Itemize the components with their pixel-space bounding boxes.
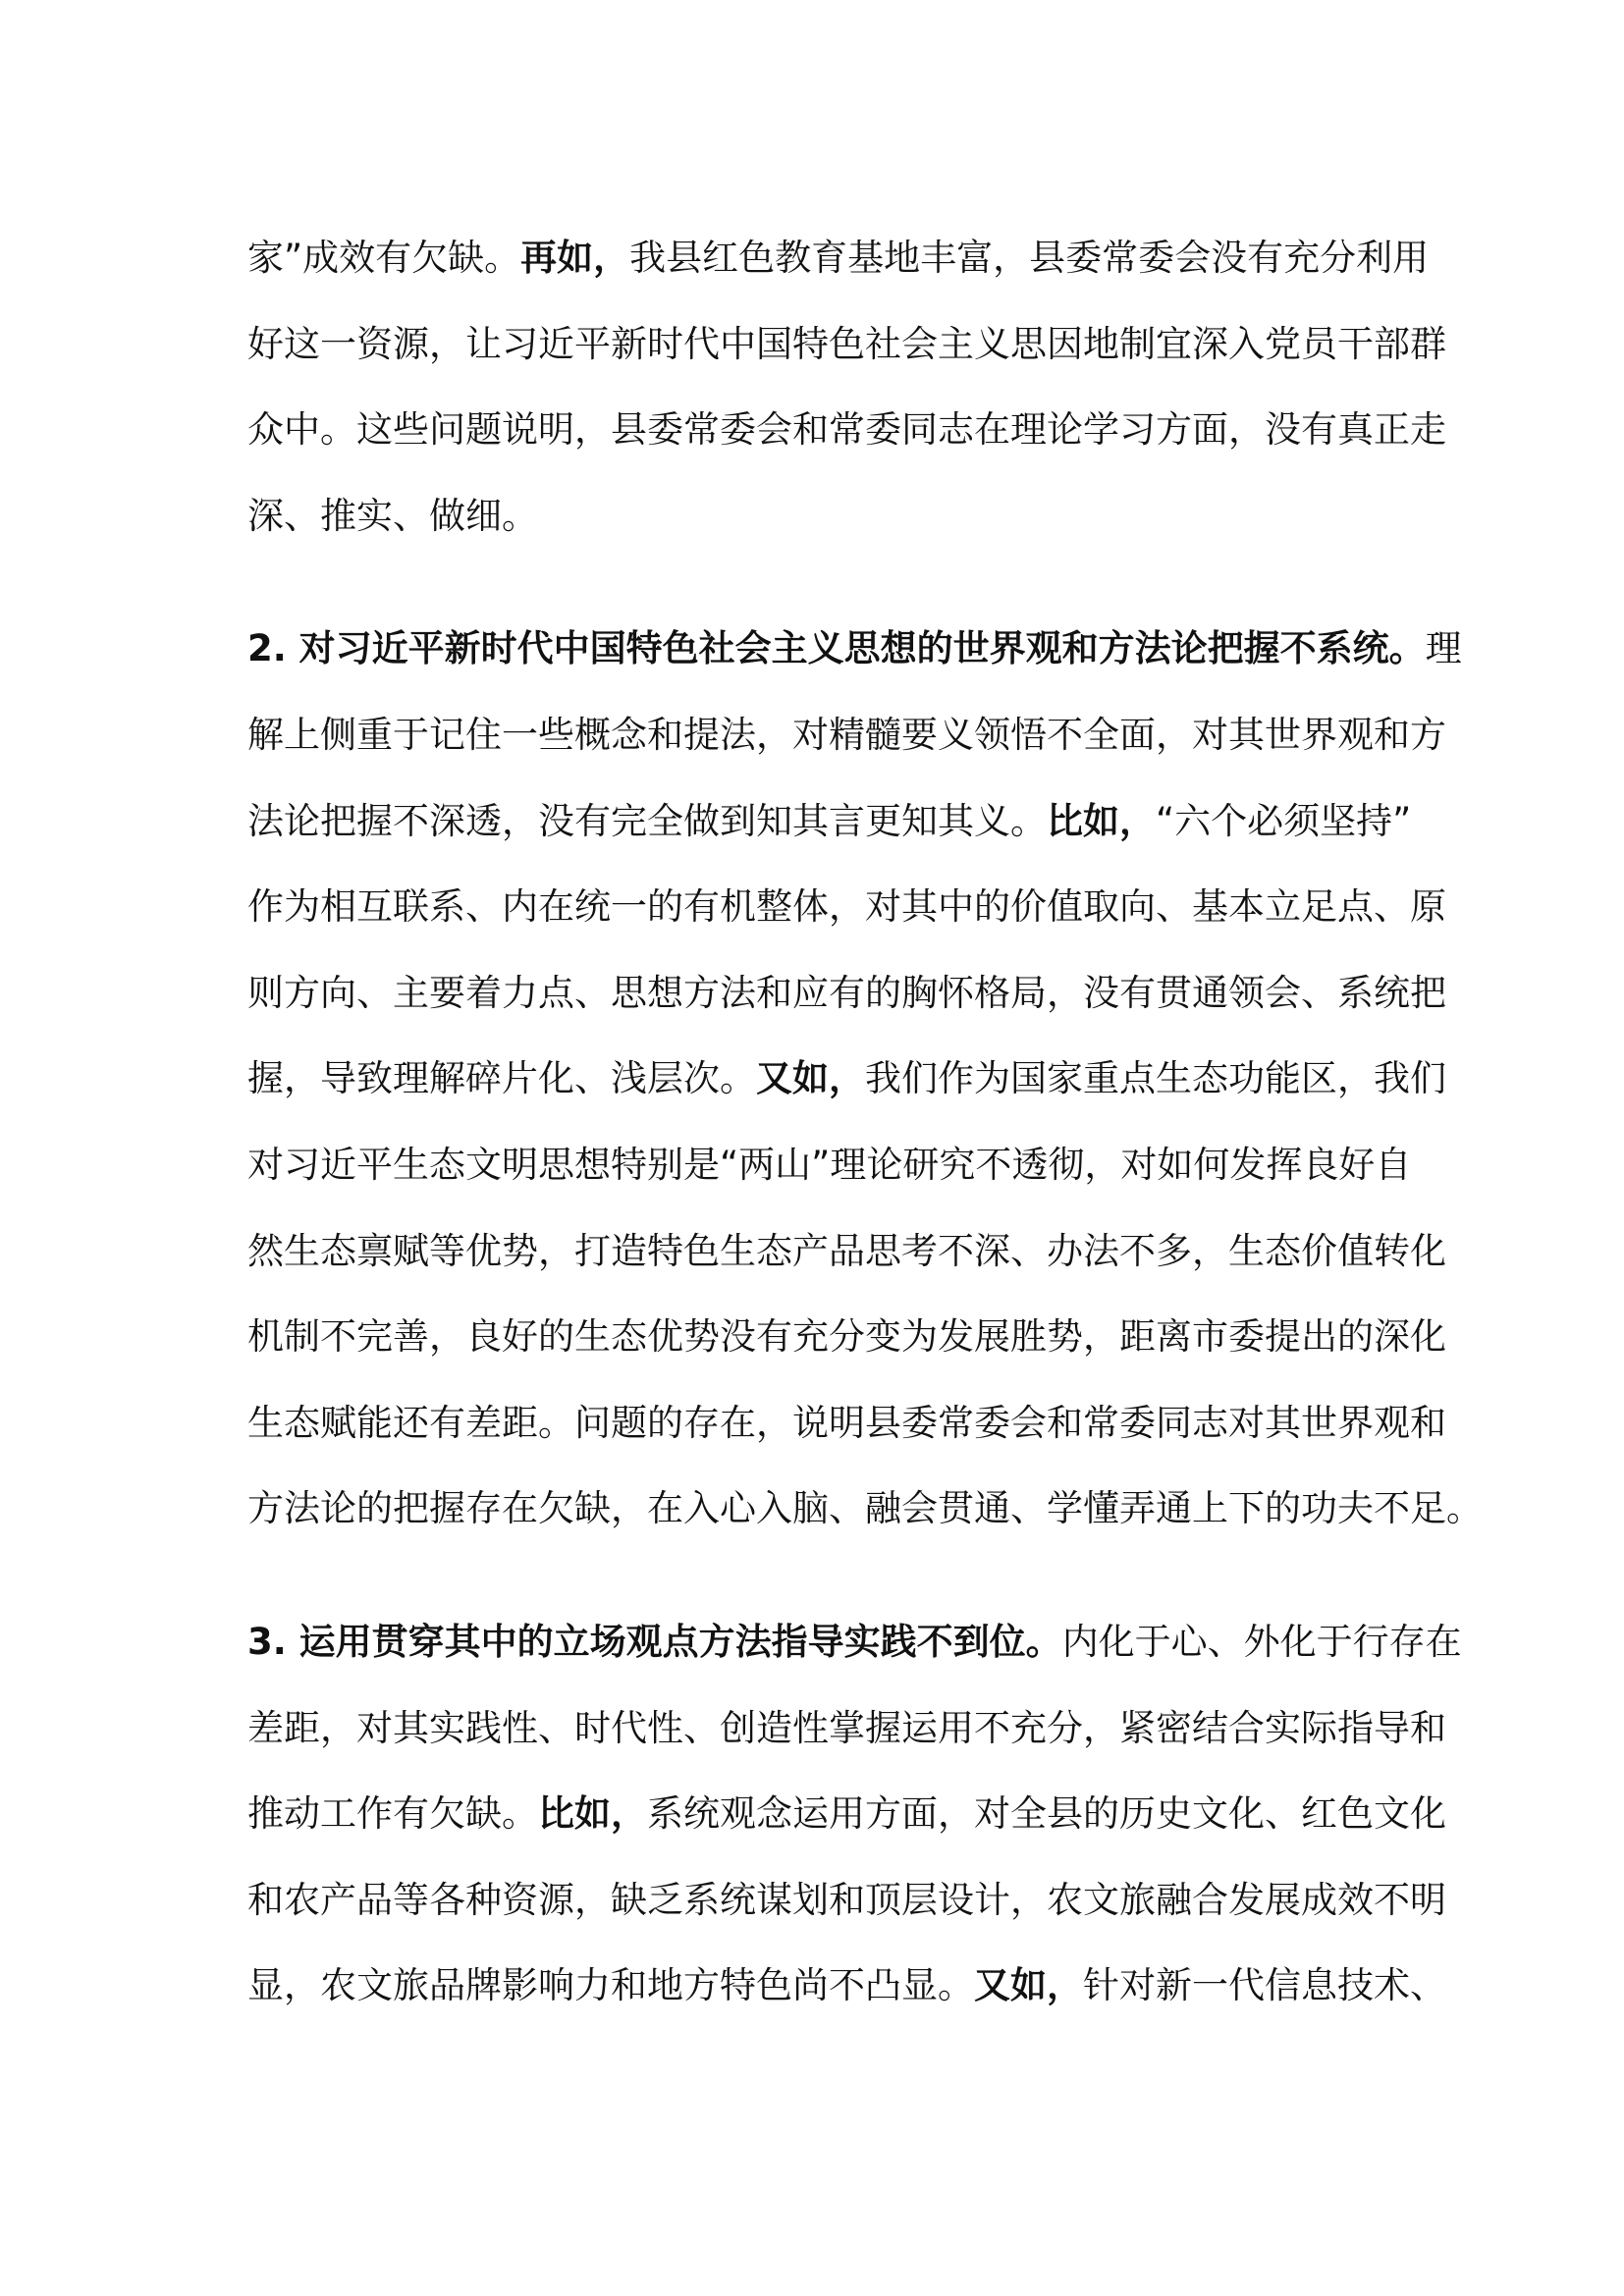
body-text: 推动工作有欠缺。 xyxy=(247,1792,538,1836)
body-text: 法论把握不深透，没有完全做到知其言更知其义。 xyxy=(247,799,1047,842)
body-text: 作为相互联系、内在统一的有机整体，对其中的价值取向、基本立足点、原 xyxy=(247,885,1446,929)
bold-text: 再如， xyxy=(520,237,630,279)
body-text: 则方向、主要着力点、思想方法和应有的胸怀格局，没有贯通领会、系统把 xyxy=(247,971,1446,1014)
body-text: 显，农文旅品牌影响力和地方特色尚不凸显。 xyxy=(247,1964,974,2007)
body-text: 我县红色教育基地丰富，县委常委会没有充分利用 xyxy=(629,237,1430,279)
body-text: 和农产品等各种资源，缺乏系统谋划和顶层设计，农文旅融合发展成效不明 xyxy=(247,1878,1446,1921)
body-text: 差距，对其实践性、时代性、创造性掌握运用不充分，紧密结合实际指导和 xyxy=(247,1706,1446,1749)
bold-text: 又如， xyxy=(756,1057,865,1100)
body-text: 内化于心、外化于行存在 xyxy=(1061,1620,1462,1663)
bold-text: 比如， xyxy=(1047,799,1156,842)
text-line xyxy=(247,301,1446,388)
text-line xyxy=(247,606,1462,692)
text-line xyxy=(247,1380,1446,1467)
body-text: “六个必须坚持” xyxy=(1156,799,1412,842)
document-page xyxy=(247,215,1483,2076)
text-line xyxy=(247,1943,1446,2029)
body-text: 针对新一代信息技术、 xyxy=(1083,1964,1446,2007)
text-line xyxy=(247,1685,1446,1772)
bold-text: 又如， xyxy=(974,1964,1083,2007)
text-line xyxy=(247,215,1430,301)
body-text: 握，导致理解碎片化、浅层次。 xyxy=(247,1057,756,1100)
text-line xyxy=(247,1771,1446,1857)
body-text: 解上侧重于记住一些概念和提法，对精髓要义领悟不全面，对其世界观和方 xyxy=(247,713,1446,756)
bold-text: 2. 对习近平新时代中国特色社会主义思想的世界观和方法论把握不系统。 xyxy=(247,627,1426,670)
paragraph xyxy=(247,606,1483,1552)
body-text: 众中。这些问题说明，县委常委会和常委同志在理论学习方面，没有真正走 xyxy=(247,408,1446,452)
bold-text: 3. 运用贯穿其中的立场观点方法指导实践不到位。 xyxy=(247,1620,1062,1663)
body-text: 系统观念运用方面，对全县的历史文化、红色文化 xyxy=(647,1792,1446,1836)
text-line xyxy=(247,778,1412,865)
text-line xyxy=(247,1036,1446,1122)
paragraph xyxy=(247,1599,1462,2029)
text-line xyxy=(247,1599,1462,1685)
text-line xyxy=(247,1122,1412,1208)
body-text: 深、推实、做细。 xyxy=(247,494,538,537)
text-line xyxy=(247,1466,1483,1552)
body-text: 我们作为国家重点生态功能区，我们 xyxy=(865,1057,1446,1100)
text-line xyxy=(247,387,1446,473)
bold-text: 比如， xyxy=(538,1792,647,1836)
text-line xyxy=(247,473,1388,560)
body-text: 家”成效有欠缺。 xyxy=(247,237,521,279)
body-text: 生态赋能还有差距。问题的存在，说明县委常委会和常委同志对其世界观和 xyxy=(247,1401,1446,1444)
text-line xyxy=(247,950,1446,1037)
text-line xyxy=(247,1857,1446,1944)
body-text: 好这一资源，让习近平新时代中国特色社会主义思因地制宜深入党员干部群 xyxy=(247,322,1446,365)
body-text: 方法论的把握存在欠缺，在入心入脑、融会贯通、学懂弄通上下的功夫不足。 xyxy=(247,1487,1483,1530)
text-line xyxy=(247,692,1446,778)
text-line xyxy=(247,1294,1446,1380)
body-text: 然生态禀赋等优势，打造特色生态产品思考不深、办法不多，生态价值转化 xyxy=(247,1229,1446,1272)
text-line xyxy=(247,864,1446,950)
text-line xyxy=(247,1208,1446,1295)
body-text: 理 xyxy=(1425,627,1462,670)
body-text: 对习近平生态文明思想特别是“两山”理论研究不透彻，对如何发挥良好自 xyxy=(247,1143,1412,1186)
body-text: 机制不完善，良好的生态优势没有充分变为发展胜势，距离市委提出的深化 xyxy=(247,1315,1446,1359)
paragraph xyxy=(247,215,1446,559)
